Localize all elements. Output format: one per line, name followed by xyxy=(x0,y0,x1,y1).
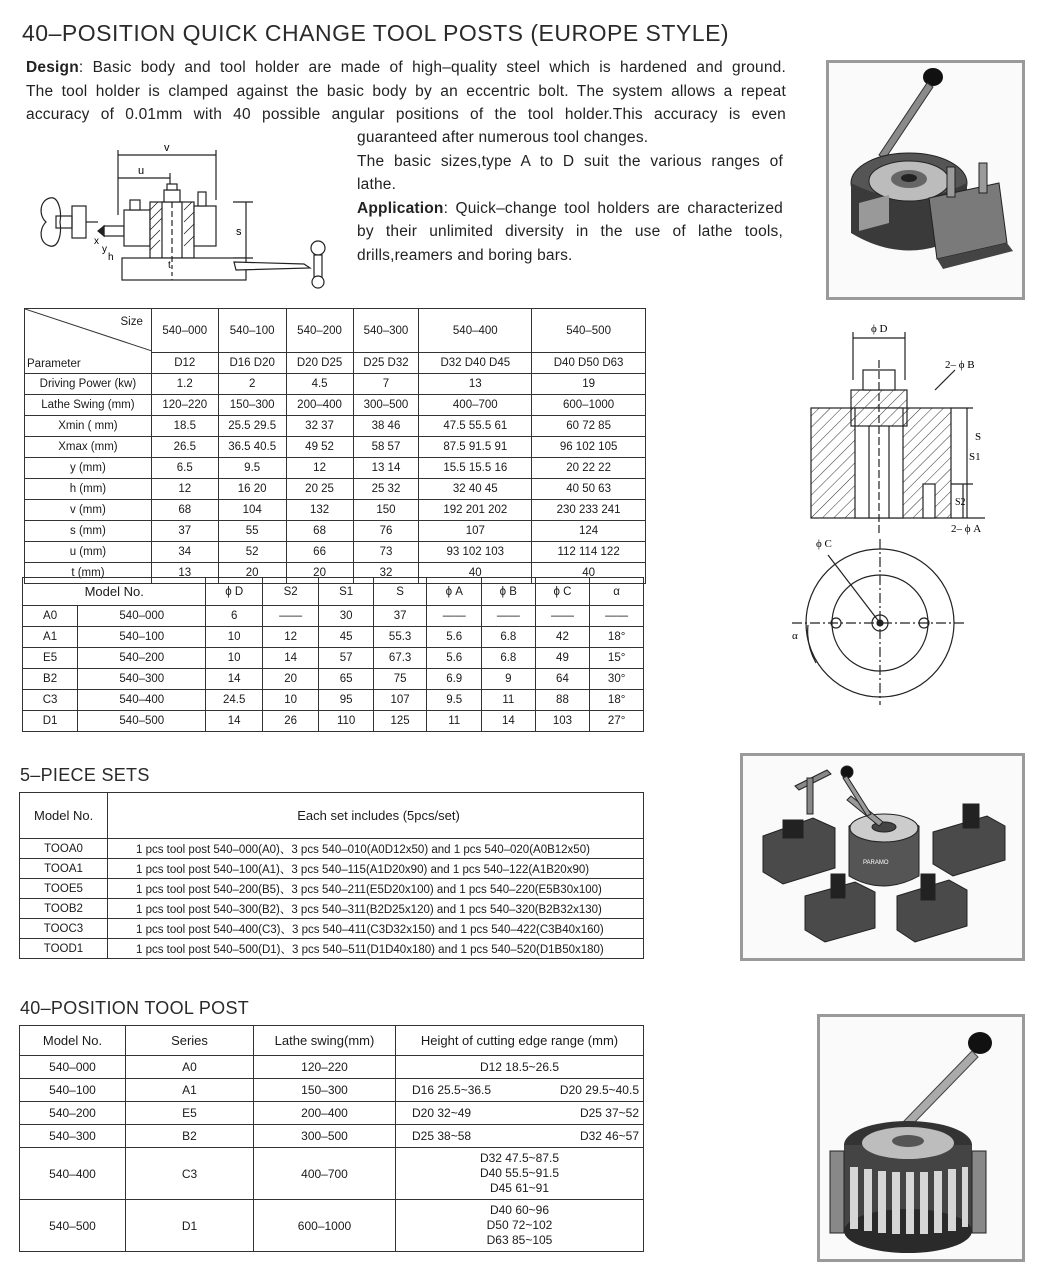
model-value-cell: 14 xyxy=(482,711,536,732)
post-series-cell: A0 xyxy=(126,1056,254,1079)
sets-contents-cell: 1 pcs tool post 540–100(A1)、3 pcs 540–115(A1D20x90) and 1 pcs 540–122(A1B20x90) xyxy=(108,859,644,879)
spec-cell: 13 14 xyxy=(353,458,419,479)
post-row xyxy=(20,1056,644,1079)
set-photo xyxy=(740,753,1025,961)
post-range-value: D50 72~102 xyxy=(486,1218,553,1232)
spec-cell: 192 201 202 xyxy=(419,500,532,521)
spec-row-label: Xmin ( mm) xyxy=(25,416,152,437)
section-label-s1: S1 xyxy=(969,451,981,463)
model-number-cell: 540–100 xyxy=(78,627,206,648)
size-col-3: 540–300 xyxy=(353,309,419,353)
spec-cell: 107 xyxy=(419,521,532,542)
spec-cell: 230 233 241 xyxy=(532,500,646,521)
model-value-cell: 65 xyxy=(319,669,373,690)
spec-row xyxy=(25,416,646,437)
parameter-label: Parameter xyxy=(27,358,81,370)
model-value-cell: 103 xyxy=(535,711,590,732)
spec-cell: 9.5 xyxy=(218,458,286,479)
spec-table xyxy=(24,308,646,584)
dim-u-label: u xyxy=(138,165,145,177)
model-value-cell: 49 xyxy=(535,648,590,669)
size-col-4: 540–400 xyxy=(419,309,532,353)
model-value-cell: 10 xyxy=(262,690,319,711)
design-line-5: The basic sizes,type A to D suit the various ranges of xyxy=(357,152,783,170)
spec-cell: 38 46 xyxy=(353,416,419,437)
post-row xyxy=(20,1079,644,1102)
spec-cell: 58 57 xyxy=(353,437,419,458)
type-col-5: D40 D50 D63 xyxy=(532,353,646,374)
post-series-cell: E5 xyxy=(126,1102,254,1125)
spec-row-label: u (mm) xyxy=(25,542,152,563)
sets-contents-cell: 1 pcs tool post 540–400(C3)、3 pcs 540–411(C3D32x150) and 1 pcs 540–422(C3B40x160) xyxy=(108,919,644,939)
sets-contents-cell: 1 pcs tool post 540–300(B2)、3 pcs 540–311(B2D25x120) and 1 pcs 540–320(B2B32x130) xyxy=(108,899,644,919)
dim-s-label: s xyxy=(236,226,242,238)
application-line-2: by their unlimited diversity in the use of lathe tools, xyxy=(357,223,783,240)
application-line-1: Application: Quick–change tool holders are characterized xyxy=(357,199,783,217)
design-paragraph-continued xyxy=(357,126,783,267)
spec-cell: 400–700 xyxy=(419,395,532,416)
model-value-cell: 110 xyxy=(319,711,373,732)
model-header-c: ϕ C xyxy=(535,578,590,606)
dim-y-label: y xyxy=(102,244,107,255)
sets-row xyxy=(20,899,644,919)
post-range-cell xyxy=(396,1125,644,1148)
spec-cell: 60 72 85 xyxy=(532,416,646,437)
type-col-2: D20 D25 xyxy=(286,353,353,374)
model-series-cell: D1 xyxy=(23,711,78,732)
size-col-0: 540–000 xyxy=(151,309,218,353)
spec-cell: 32 37 xyxy=(286,416,353,437)
post-row xyxy=(20,1200,644,1252)
model-value-cell: 15° xyxy=(590,648,644,669)
spec-cell: 20 25 xyxy=(286,479,353,500)
model-value-cell: 24.5 xyxy=(206,690,262,711)
spec-cell: 55 xyxy=(218,521,286,542)
top-view-label-alpha: α xyxy=(792,630,798,642)
spec-cell: 20 xyxy=(218,563,286,584)
spec-cell: 73 xyxy=(353,542,419,563)
photo-brand-mark: PARAMO xyxy=(863,860,889,866)
sets-model-cell: TOOA0 xyxy=(20,839,108,859)
application-line-3: drills,reamers and boring bars. xyxy=(357,246,573,264)
spec-cell: 1.2 xyxy=(151,374,218,395)
model-value-cell: 5.6 xyxy=(427,627,482,648)
sets-contents-cell: 1 pcs tool post 540–200(B5)、3 pcs 540–211(E5D20x100) and 1 pcs 540–220(E5B30x100) xyxy=(108,879,644,899)
model-value-cell: 95 xyxy=(319,690,373,711)
design-text-1: Basic body and tool holder are made of high–quality steel which is hardened and ground. xyxy=(92,59,786,76)
design-line-3: accuracy of 0.01mm with 40 possible angular positions of the tool holder.This accuracy is even xyxy=(26,106,786,123)
spec-cell: 52 xyxy=(218,542,286,563)
sets-contents-cell: 1 pcs tool post 540–000(A0)、3 pcs 540–010(A0D12x50) and 1 pcs 540–020(A0B12x50) xyxy=(108,839,644,859)
model-header-alpha: α xyxy=(590,578,644,606)
model-header-d: ϕ D xyxy=(206,578,262,606)
sets-model-cell: TOOA1 xyxy=(20,859,108,879)
post-range-value: D32 47.5~87.5 xyxy=(479,1151,560,1165)
sets-title: 5–PIECE SETS xyxy=(20,765,150,785)
spec-cell: 25 32 xyxy=(353,479,419,500)
design-label: Design xyxy=(26,59,79,76)
spec-cell: 104 xyxy=(218,500,286,521)
tool-post-photo-2 xyxy=(817,1014,1025,1262)
spec-row-label: t (mm) xyxy=(25,563,152,584)
model-header-s: S xyxy=(373,578,427,606)
post-model-cell: 540–500 xyxy=(20,1200,126,1252)
post-model-cell: 540–000 xyxy=(20,1056,126,1079)
model-value-cell: —— xyxy=(482,606,536,627)
model-row xyxy=(23,690,644,711)
spec-cell: 32 40 45 xyxy=(419,479,532,500)
model-value-cell: 30° xyxy=(590,669,644,690)
spec-cell: 25.5 29.5 xyxy=(218,416,286,437)
page-title: 40–POSITION QUICK CHANGE TOOL POSTS (EUROPE STYLE) xyxy=(22,20,730,46)
post-range-cell xyxy=(396,1056,644,1079)
application-label: Application xyxy=(357,199,444,217)
spec-cell: 26.5 xyxy=(151,437,218,458)
post-range-cell xyxy=(396,1102,644,1125)
post-range-value: D40 60~96 xyxy=(489,1203,550,1217)
model-value-cell: 9.5 xyxy=(427,690,482,711)
model-value-cell: —— xyxy=(427,606,482,627)
model-header-b: ϕ B xyxy=(482,578,536,606)
post-row xyxy=(20,1125,644,1148)
model-value-cell: 30 xyxy=(319,606,373,627)
spec-cell: 47.5 55.5 61 xyxy=(419,416,532,437)
post-range-pair xyxy=(396,1083,643,1097)
model-value-cell: 12 xyxy=(262,627,319,648)
sets-row xyxy=(20,859,644,879)
model-value-cell: 67.3 xyxy=(373,648,427,669)
model-value-cell: 6.8 xyxy=(482,627,536,648)
size-col-5: 540–500 xyxy=(532,309,646,353)
model-value-cell: 75 xyxy=(373,669,427,690)
section-label-d: ϕ D xyxy=(871,323,888,335)
post-model-cell: 540–300 xyxy=(20,1125,126,1148)
model-value-cell: 64 xyxy=(535,669,590,690)
model-row xyxy=(23,627,644,648)
spec-row-label: Lathe Swing (mm) xyxy=(25,395,152,416)
spec-row-label: Xmax (mm) xyxy=(25,437,152,458)
post-model-cell: 540–200 xyxy=(20,1102,126,1125)
sets-header-row xyxy=(20,793,644,839)
spec-cell: 112 114 122 xyxy=(532,542,646,563)
dim-h-label: h xyxy=(108,252,114,263)
post-series-cell: C3 xyxy=(126,1148,254,1200)
tool-post-illustration-2 xyxy=(820,1017,1022,1259)
spec-row-label: h (mm) xyxy=(25,479,152,500)
post-header-swing: Lathe swing(mm) xyxy=(254,1026,396,1056)
section-label-a: 2– ϕ A xyxy=(951,523,982,535)
model-value-cell: 14 xyxy=(262,648,319,669)
model-series-cell: A0 xyxy=(23,606,78,627)
spec-row xyxy=(25,500,646,521)
post-series-cell: D1 xyxy=(126,1200,254,1252)
model-value-cell: —— xyxy=(262,606,319,627)
model-value-cell: 10 xyxy=(206,648,262,669)
spec-cell: 150 xyxy=(353,500,419,521)
spec-cell: 68 xyxy=(151,500,218,521)
sets-row xyxy=(20,879,644,899)
size-col-1: 540–100 xyxy=(218,309,286,353)
post-swing-cell: 600–1000 xyxy=(254,1200,396,1252)
spec-row xyxy=(25,374,646,395)
model-value-cell: —— xyxy=(590,606,644,627)
model-row xyxy=(23,606,644,627)
sets-model-cell: TOOC3 xyxy=(20,919,108,939)
spec-cell: 32 xyxy=(353,563,419,584)
dim-v-label: v xyxy=(164,142,170,154)
top-view-label-c: ϕ C xyxy=(816,538,832,550)
post-range-pair xyxy=(396,1129,643,1143)
post-header-row xyxy=(20,1026,644,1056)
post-swing-cell: 400–700 xyxy=(254,1148,396,1200)
model-value-cell: 125 xyxy=(373,711,427,732)
sets-body xyxy=(20,839,644,959)
spec-row-label: Driving Power (kw) xyxy=(25,374,152,395)
spec-cell: 40 xyxy=(419,563,532,584)
post-model-cell: 540–400 xyxy=(20,1148,126,1200)
model-value-cell: 6.8 xyxy=(482,648,536,669)
model-header-model: Model No. xyxy=(23,578,206,606)
spec-cell: 132 xyxy=(286,500,353,521)
post-range-cell xyxy=(396,1079,644,1102)
design-line-1: Design: Basic body and tool holder are made of high–quality steel which is hardened and ground. xyxy=(26,59,786,76)
spec-cell: 19 xyxy=(532,374,646,395)
model-value-cell: 14 xyxy=(206,669,262,690)
model-value-cell: 37 xyxy=(373,606,427,627)
spec-row-label: s (mm) xyxy=(25,521,152,542)
model-value-cell: 18° xyxy=(590,627,644,648)
spec-row xyxy=(25,479,646,500)
spec-cell: 20 22 22 xyxy=(532,458,646,479)
model-value-cell: 20 xyxy=(262,669,319,690)
post-header-model: Model No. xyxy=(20,1026,126,1056)
section-label-s2: S2 xyxy=(955,497,966,508)
design-line-6: lathe. xyxy=(357,176,397,193)
post-swing-cell: 200–400 xyxy=(254,1102,396,1125)
model-value-cell: 11 xyxy=(482,690,536,711)
spec-cell: 87.5 91.5 91 xyxy=(419,437,532,458)
post-model-cell: 540–100 xyxy=(20,1079,126,1102)
spec-row-label: y (mm) xyxy=(25,458,152,479)
spec-row xyxy=(25,458,646,479)
type-col-3: D25 D32 xyxy=(353,353,419,374)
spec-row xyxy=(25,542,646,563)
spec-cell: 200–400 xyxy=(286,395,353,416)
size-col-2: 540–200 xyxy=(286,309,353,353)
sets-header-includes: Each set includes (5pcs/set) xyxy=(108,793,644,839)
spec-cell: 40 xyxy=(532,563,646,584)
model-value-cell: 26 xyxy=(262,711,319,732)
post-range-cell xyxy=(396,1200,644,1252)
sets-model-cell: TOOE5 xyxy=(20,879,108,899)
model-value-cell: 6 xyxy=(206,606,262,627)
model-table xyxy=(22,577,644,732)
spec-row xyxy=(25,395,646,416)
model-body xyxy=(23,606,644,732)
section-label-b: 2– ϕ B xyxy=(945,359,975,371)
application-text-1: Quick–change tool holders are characterized xyxy=(455,199,783,217)
model-value-cell: 42 xyxy=(535,627,590,648)
spec-cell: 12 xyxy=(286,458,353,479)
post-range-value: D32 46~57 xyxy=(579,1129,639,1143)
model-header-a: ϕ A xyxy=(427,578,482,606)
sets-row xyxy=(20,939,644,959)
set-illustration xyxy=(743,756,1022,958)
spec-cell: 18.5 xyxy=(151,416,218,437)
model-number-cell: 540–300 xyxy=(78,669,206,690)
model-value-cell: —— xyxy=(535,606,590,627)
post-range-value: D20 29.5~40.5 xyxy=(559,1083,639,1097)
post-range-pair xyxy=(396,1106,643,1120)
spec-cell: 68 xyxy=(286,521,353,542)
post-title: 40–POSITION TOOL POST xyxy=(20,998,250,1018)
cross-section-drawing xyxy=(805,320,985,550)
model-row xyxy=(23,711,644,732)
sets-table xyxy=(19,792,644,959)
model-row xyxy=(23,648,644,669)
type-col-1: D16 D20 xyxy=(218,353,286,374)
spec-corner-cell xyxy=(25,309,152,374)
tool-post-photo xyxy=(826,60,1025,300)
spec-cell: 300–500 xyxy=(353,395,419,416)
model-value-cell: 27° xyxy=(590,711,644,732)
spec-cell: 13 xyxy=(419,374,532,395)
spec-cell: 16 20 xyxy=(218,479,286,500)
spec-cell: 2 xyxy=(218,374,286,395)
spec-cell: 6.5 xyxy=(151,458,218,479)
spec-cell: 76 xyxy=(353,521,419,542)
model-row xyxy=(23,669,644,690)
model-series-cell: A1 xyxy=(23,627,78,648)
spec-cell: 93 102 103 xyxy=(419,542,532,563)
post-range-value: D12 18.5~26.5 xyxy=(479,1059,560,1074)
spec-cell: 120–220 xyxy=(151,395,218,416)
post-swing-cell: 150–300 xyxy=(254,1079,396,1102)
spec-cell: 4.5 xyxy=(286,374,353,395)
post-range-value: D40 55.5~91.5 xyxy=(479,1166,560,1180)
post-table xyxy=(19,1025,644,1252)
spec-cell: 36.5 40.5 xyxy=(218,437,286,458)
model-series-cell: B2 xyxy=(23,669,78,690)
size-label: Size xyxy=(120,316,143,328)
post-row xyxy=(20,1102,644,1125)
spec-cell: 150–300 xyxy=(218,395,286,416)
tool-post-side-drawing xyxy=(38,140,338,290)
model-header-s1: S1 xyxy=(319,578,373,606)
model-number-cell: 540–200 xyxy=(78,648,206,669)
model-value-cell: 5.6 xyxy=(427,648,482,669)
post-series-cell: A1 xyxy=(126,1079,254,1102)
spec-cell: 49 52 xyxy=(286,437,353,458)
dim-x-label: x xyxy=(94,236,99,247)
post-range-value: D63 85~105 xyxy=(486,1233,553,1247)
sets-contents-cell: 1 pcs tool post 540–500(D1)、3 pcs 540–511(D1D40x180) and 1 pcs 540–520(D1B50x180) xyxy=(108,939,644,959)
sets-row xyxy=(20,839,644,859)
model-value-cell: 9 xyxy=(482,669,536,690)
model-value-cell: 55.3 xyxy=(373,627,427,648)
post-row xyxy=(20,1148,644,1200)
model-value-cell: 107 xyxy=(373,690,427,711)
spec-cell: 7 xyxy=(353,374,419,395)
model-value-cell: 10 xyxy=(206,627,262,648)
model-value-cell: 88 xyxy=(535,690,590,711)
post-body xyxy=(20,1056,644,1252)
post-range-value: D45 61~91 xyxy=(489,1181,550,1195)
spec-cell: 13 xyxy=(151,563,218,584)
post-range-value: D25 37~52 xyxy=(579,1106,639,1120)
tool-post-illustration xyxy=(829,63,1022,297)
model-number-cell: 540–400 xyxy=(78,690,206,711)
model-value-cell: 45 xyxy=(319,627,373,648)
model-number-cell: 540–000 xyxy=(78,606,206,627)
spec-cell: 12 xyxy=(151,479,218,500)
model-header-row xyxy=(23,578,644,606)
spec-cell: 40 50 63 xyxy=(532,479,646,500)
spec-cell: 15.5 15.5 16 xyxy=(419,458,532,479)
spec-cell: 20 xyxy=(286,563,353,584)
spec-cell: 124 xyxy=(532,521,646,542)
spec-cell: 37 xyxy=(151,521,218,542)
spec-row xyxy=(25,437,646,458)
model-series-cell: E5 xyxy=(23,648,78,669)
post-range-value: D25 38~58 xyxy=(412,1129,472,1143)
dim-t-label: t xyxy=(168,260,171,271)
model-value-cell: 14 xyxy=(206,711,262,732)
spec-cell: 66 xyxy=(286,542,353,563)
spec-cell: 600–1000 xyxy=(532,395,646,416)
model-value-cell: 18° xyxy=(590,690,644,711)
sets-row xyxy=(20,919,644,939)
post-header-series: Series xyxy=(126,1026,254,1056)
spec-cell: 96 102 105 xyxy=(532,437,646,458)
spec-body xyxy=(25,374,646,584)
section-label-s: S xyxy=(975,431,982,443)
model-number-cell: 540–500 xyxy=(78,711,206,732)
post-range-cell xyxy=(396,1148,644,1200)
sets-header-model: Model No. xyxy=(20,793,108,839)
post-header-height: Height of cutting edge range (mm) xyxy=(396,1026,644,1056)
sets-model-cell: TOOB2 xyxy=(20,899,108,919)
sets-model-cell: TOOD1 xyxy=(20,939,108,959)
type-col-0: D12 xyxy=(151,353,218,374)
model-value-cell: 11 xyxy=(427,711,482,732)
model-series-cell: C3 xyxy=(23,690,78,711)
post-series-cell: B2 xyxy=(126,1125,254,1148)
spec-row xyxy=(25,521,646,542)
model-header-s2: S2 xyxy=(262,578,319,606)
spec-header-row xyxy=(25,309,646,353)
post-range-value: D16 25.5~36.5 xyxy=(412,1083,492,1097)
design-line-2: The tool holder is clamped against the basic body by an eccentric bolt. The system allows a repeat xyxy=(26,82,786,100)
post-swing-cell: 120–220 xyxy=(254,1056,396,1079)
post-swing-cell: 300–500 xyxy=(254,1125,396,1148)
model-value-cell: 6.9 xyxy=(427,669,482,690)
spec-row-label: v (mm) xyxy=(25,500,152,521)
post-range-value: D20 32~49 xyxy=(412,1106,472,1120)
design-line-4: guaranteed after numerous tool changes. xyxy=(357,129,649,146)
spec-cell: 34 xyxy=(151,542,218,563)
type-col-4: D32 D40 D45 xyxy=(419,353,532,374)
model-value-cell: 57 xyxy=(319,648,373,669)
top-view-drawing xyxy=(788,535,968,705)
design-paragraph xyxy=(26,56,786,127)
